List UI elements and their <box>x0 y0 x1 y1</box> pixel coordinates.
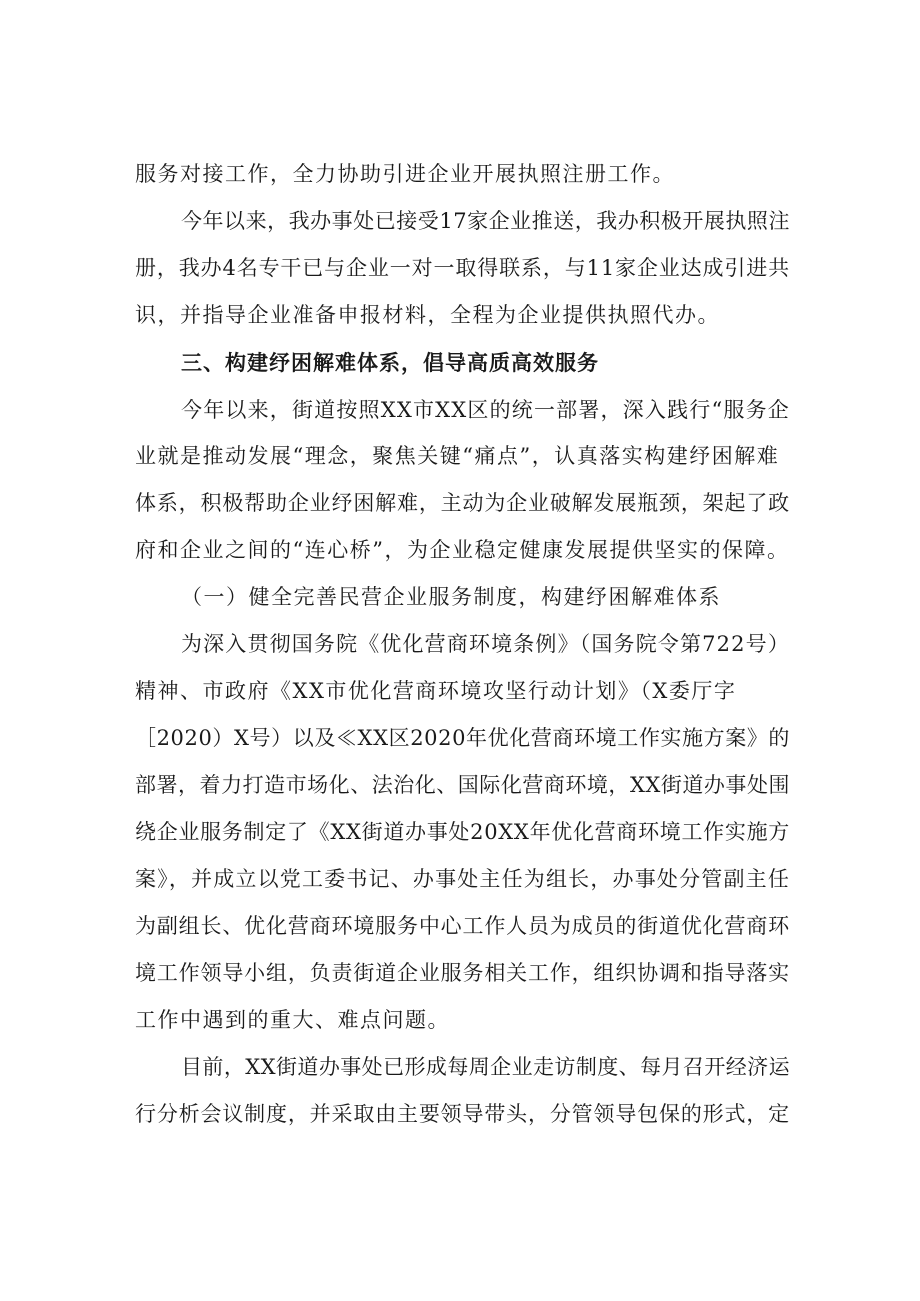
text-line: 为副组长、优化营商环境服务中心工作人员为成员的街道优化营商环 <box>135 914 790 938</box>
text-line: 案》，并成立以党工委书记、办事处主任为组长，办事处分管副主任 <box>135 867 790 891</box>
text-line: 部署，着力打造市场化、法治化、国际化营商环境，XX街道办事处围 <box>135 773 790 797</box>
text-line: ［2020）X号）以及≪XX区2020年优化营商环境工作实施方案》的 <box>135 726 790 750</box>
text-line: 服务对接工作，全力协助引进企业开展执照注册工作。 <box>135 162 675 186</box>
section-heading: 三、构建纾困解难体系，倡导高质高效服务 <box>181 351 599 375</box>
text-line: 业就是推动发展“理念，聚焦关键“痛点”，认真落实构建纾困解难 <box>135 444 780 468</box>
text-line: 为深入贯彻国务院《优化营商环境条例》（国务院令第722号） <box>181 632 790 656</box>
text-line: 今年以来，街道按照XX市XX区的统一部署，深入践行“服务企 <box>181 398 790 422</box>
text-line: 体系，积极帮助企业纾困解难，主动为企业破解发展瓶颈，架起了政 <box>135 491 790 515</box>
text-line: 境工作领导小组，负责街道企业服务相关工作，组织协调和指导落实 <box>135 961 790 985</box>
text-line: 工作中遇到的重大、难点问题。 <box>135 1008 450 1032</box>
text-line: 今年以来，我办事处已接受17家企业推送，我办积极开展执照注 <box>181 209 790 233</box>
text-line: 绕企业服务制定了《XX街道办事处20XX年优化营商环境工作实施方 <box>135 820 790 844</box>
subsection-heading: （一）健全完善民营企业服务制度，构建纾困解难体系 <box>181 585 721 609</box>
text-line: 识，并指导企业准备申报材料，全程为企业提供执照代办。 <box>135 303 720 327</box>
text-line: 府和企业之间的“连心桥”，为企业稳定健康发展提供坚实的保障。 <box>135 538 790 562</box>
text-line: 目前，XX街道办事处已形成每周企业走访制度、每月召开经济运 <box>181 1055 790 1079</box>
text-line: 册，我办4名专干已与企业一对一取得联系，与11家企业达成引进共 <box>135 256 790 280</box>
text-line: 精神、市政府《XX市优化营商环境攻坚行动计划》（X委厅字 <box>135 679 737 703</box>
text-line: 行分析会议制度，并采取由主要领导带头，分管领导包保的形式，定 <box>135 1102 790 1126</box>
